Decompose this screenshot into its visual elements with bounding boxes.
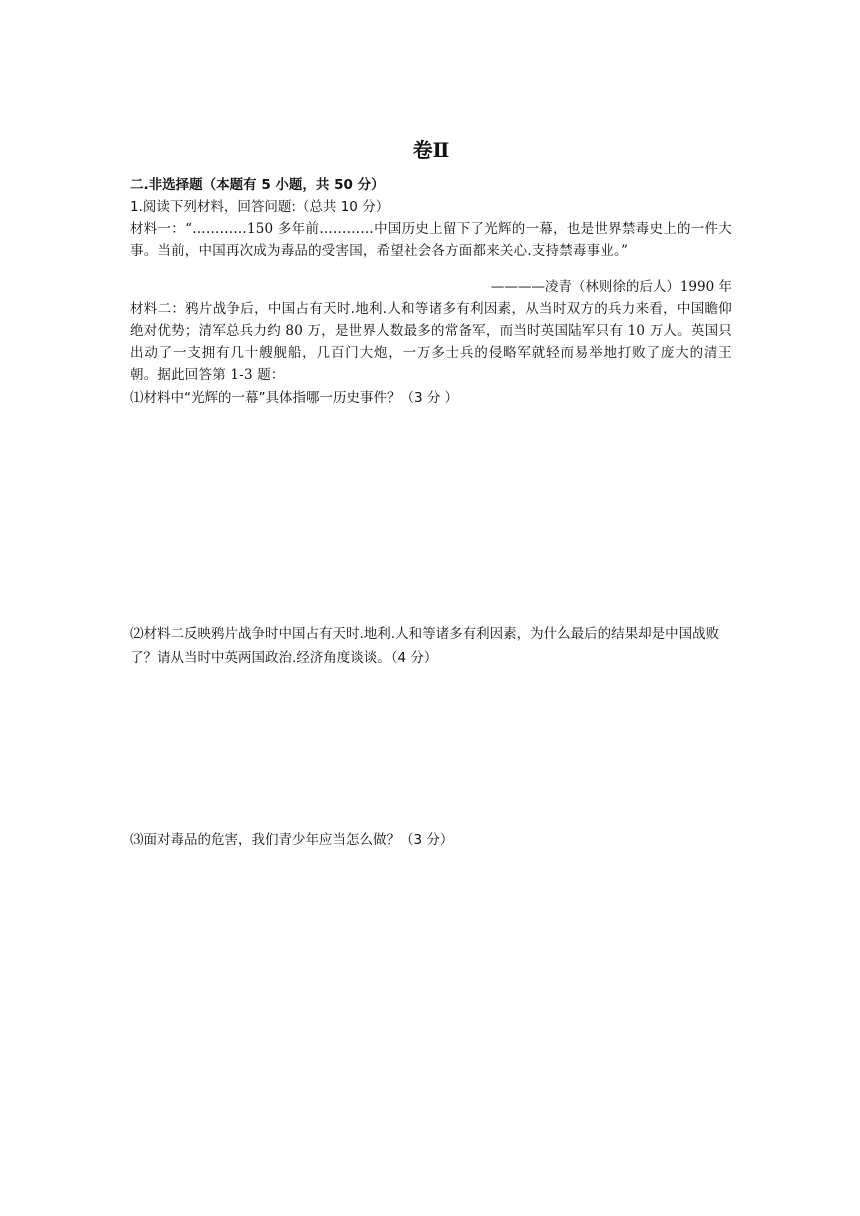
- answer-space-1: [130, 410, 732, 622]
- sub-question-1: ⑴材料中“光辉的一幕”具体指哪一历史事件？（3 分 ）: [130, 390, 459, 406]
- question-1-prompt: 1.阅读下列材料，回答问题:（总共 10 分）: [130, 199, 390, 215]
- answer-space-2: [130, 670, 732, 828]
- material-block: [130, 218, 732, 386]
- material-1-text: 材料一：“…………150 多年前…………中国历史上留下了光辉的一幕，也是世界禁毒史上的一件大事。当前，中国再次成为毒品的受害国，希望社会各方面都来关心.支持禁毒事业。”: [130, 221, 732, 259]
- material-2-text: 材料二：鸦片战争后，中国占有天时.地利.人和等诸多有利因素，从当时双方的兵力来看，中国瞻仰绝对优势；清军总兵力约 80 万，是世界人数最多的常备军，而当时英国陆军只有 10 万人。英国只出动了一支拥有几十艘舰船，几百门大炮，一万多士兵的侵略军就轻而易举地打败了庞大的清王朝。据此回答第 1-3 题：: [130, 301, 732, 383]
- sub-question-3: ⑶面对毒品的危害，我们青少年应当怎么做？（3 分）: [130, 832, 454, 848]
- paper-title: 卷Ⅱ: [412, 138, 450, 162]
- sub-question-2: ⑵材料二反映鸦片战争时中国占有天时.地利.人和等诸多有利因素，为什么最后的结果却是中国战败了？请从当时中英两国政治.经济角度谈谈。（4 分）: [130, 626, 720, 666]
- exam-page: [130, 134, 732, 1152]
- section-heading: 二.非选择题（本题有 5 小题，共 50 分）: [130, 177, 385, 193]
- answer-space-3: [130, 852, 732, 1152]
- material-1-source: ————凌青（林则徐的后人）1990 年: [490, 279, 732, 295]
